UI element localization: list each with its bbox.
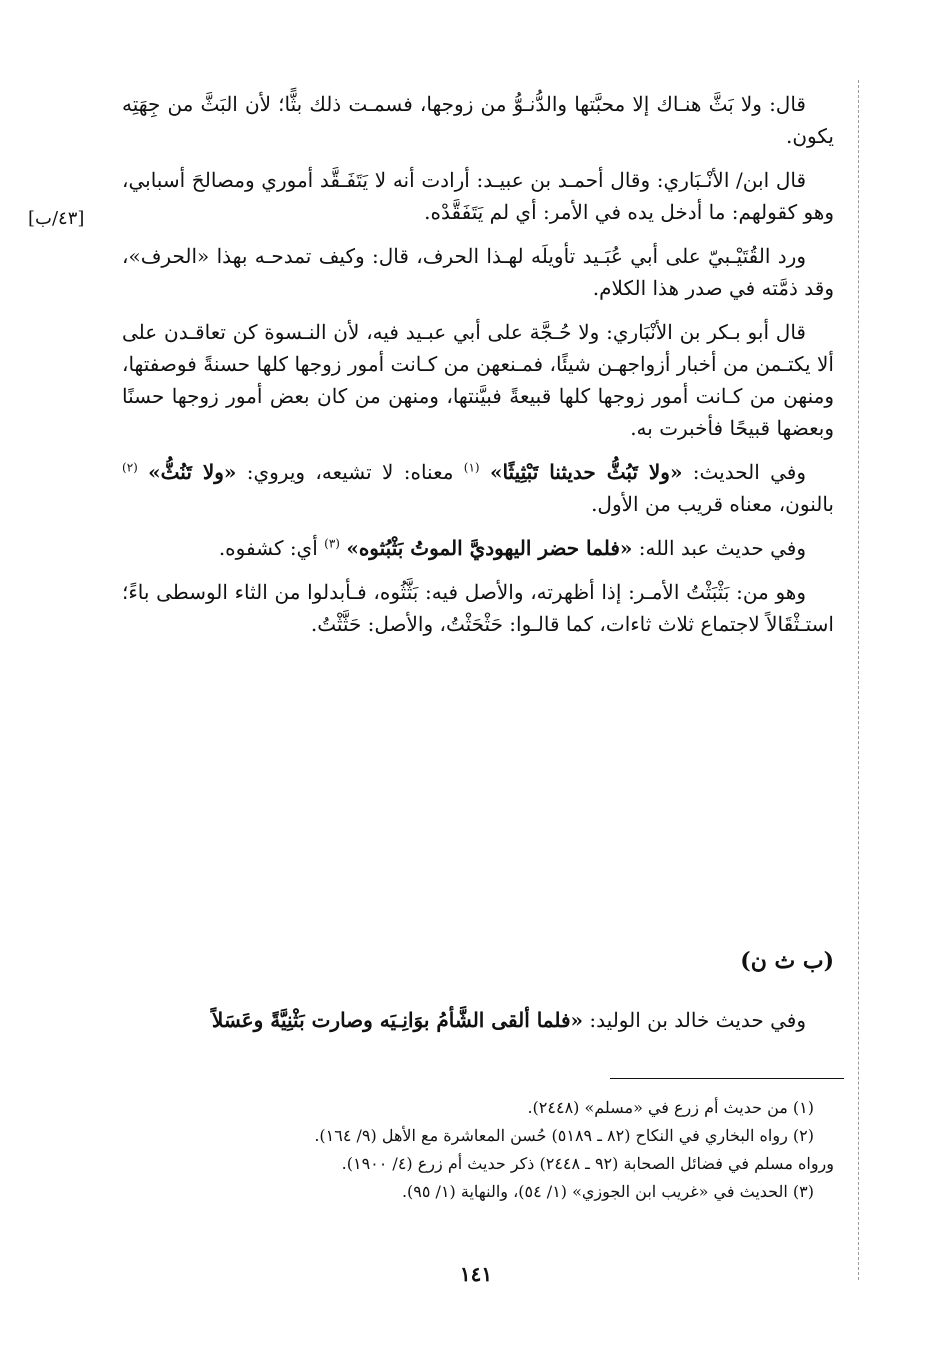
paragraph-1: قال: ولا بَثَّ هنـاك إلا محبَّتها والدُّنـوُّ من زوجها، فسمـت ذلك بثًّا؛ لأن البَثَّ من جِهَتِه يكون. bbox=[122, 92, 834, 148]
footnote-ref-2: (٢) bbox=[122, 460, 138, 475]
paragraph-2: قال ابن/ الأنْـبَاري: وقال أحمـد بن عبيـد: أرادت أنه لا يَتَفَـقَّد أموري ومصالحَ أسبابي، وهو كقولهم: ما أدخل يده في الأمر: أي لم يَتَفَقَّدْه. bbox=[122, 168, 834, 224]
p5-tail: بالنون، معناه قريب من الأول. bbox=[591, 492, 834, 516]
hadith-quote-3: «فلما حضر اليهوديَّ الموتُ بَثْبُثوه» bbox=[346, 536, 633, 560]
footnote-3: (٣) الحديث في «غريب ابن الجوزي» (١/ ٥٤)، والنهاية (١/ ٩٥). bbox=[401, 1182, 814, 1201]
p6-tail: أي: كشفوه. bbox=[218, 536, 325, 560]
footnote-2: (٢) رواه البخاري في النكاح (٨٢ ـ ٥١٨٩) حُسن المعاشرة مع الأهل (٩/ ١٦٤). bbox=[314, 1126, 814, 1145]
p6-lead: وفي حديث عبد الله: bbox=[632, 536, 806, 560]
margin-rule bbox=[858, 80, 859, 1280]
paragraph-7: وهو من: بَثْبَثْتُ الأمـر: إذا أظهرته، والأصل فيه: بَثَّثُوه، فـأبدلوا من الثاء الوسطى باءً؛ استـثْقَالاً لاجتماع ثلاث ثاءات، كما قالـوا: حَثْحَثْتُ، والأصل: حَثَّثْتُ. bbox=[122, 580, 834, 636]
footnote-separator bbox=[610, 1078, 844, 1079]
footnote-ref-3: (٣) bbox=[324, 536, 340, 551]
paragraph-8 bbox=[122, 1004, 834, 1036]
footnote-2-continued: ورواه مسلم في فضائل الصحابة (٩٢ ـ ٢٤٤٨) ذكر حديث أم زرع (٤/ ١٩٠٠). bbox=[341, 1154, 834, 1173]
paragraph-4: قال أبو بـكر بن الأنْبَاري: ولا حُـجَّة على أبي عبـيد فيه، لأن النـسوة كن تعاقـدن على ألا يكتـمن من أخبار أزواجهـن شيئًا، فمـنعهن من كـانت أمور زوجها كلها حسنةً فوصفتها، ومنهن من كـانت أمور زوجها كلها قبيعةً فبيَّنتها، ومنهن من كان بعض أمور زوجها حسنًا وبعضها قبيحًا فأخبرت به. bbox=[122, 320, 834, 440]
paragraph-5 bbox=[122, 456, 834, 520]
p5-lead: وفي الحديث: bbox=[682, 460, 807, 484]
page-number: ١٤١ bbox=[459, 1262, 493, 1286]
hadith-quote-1: «ولا تَبُثُّ حديثنا تَبْثِيثًا» bbox=[489, 460, 683, 484]
footnotes bbox=[150, 1094, 834, 1206]
manuscript-folio-ref: [٤٣/ب] bbox=[28, 208, 85, 229]
footnote-ref-1: (١) bbox=[463, 460, 480, 475]
paragraph-6 bbox=[122, 532, 834, 564]
main-text bbox=[122, 88, 834, 652]
footnote-1: (١) من حديث أم زرع في «مسلم» (٢٤٤٨). bbox=[527, 1098, 814, 1117]
section-heading: (ب ث ن) bbox=[740, 948, 834, 974]
paragraph-3: ورد القُتَيْـبيّ على أبي عُبَـيد تأويلَه لهـذا الحرف، قال: وكيف تمدحـه بهذا «الحرف»، وقد ذمَّته في صدر هذا الكلام. bbox=[122, 244, 834, 300]
p8-lead: وفي حديث خالد بن الوليد: bbox=[583, 1008, 806, 1032]
hadith-quote-4: «فلما ألقى الشَّأمُ بوَانِـيَه وصارت بَثْنِيَّةً وعَسَلاً bbox=[211, 1008, 584, 1032]
p5-mid: معناه: لا تشيعه، ويروي: bbox=[236, 460, 464, 484]
hadith-quote-2: «ولا تَنُثُّ» bbox=[148, 460, 237, 484]
